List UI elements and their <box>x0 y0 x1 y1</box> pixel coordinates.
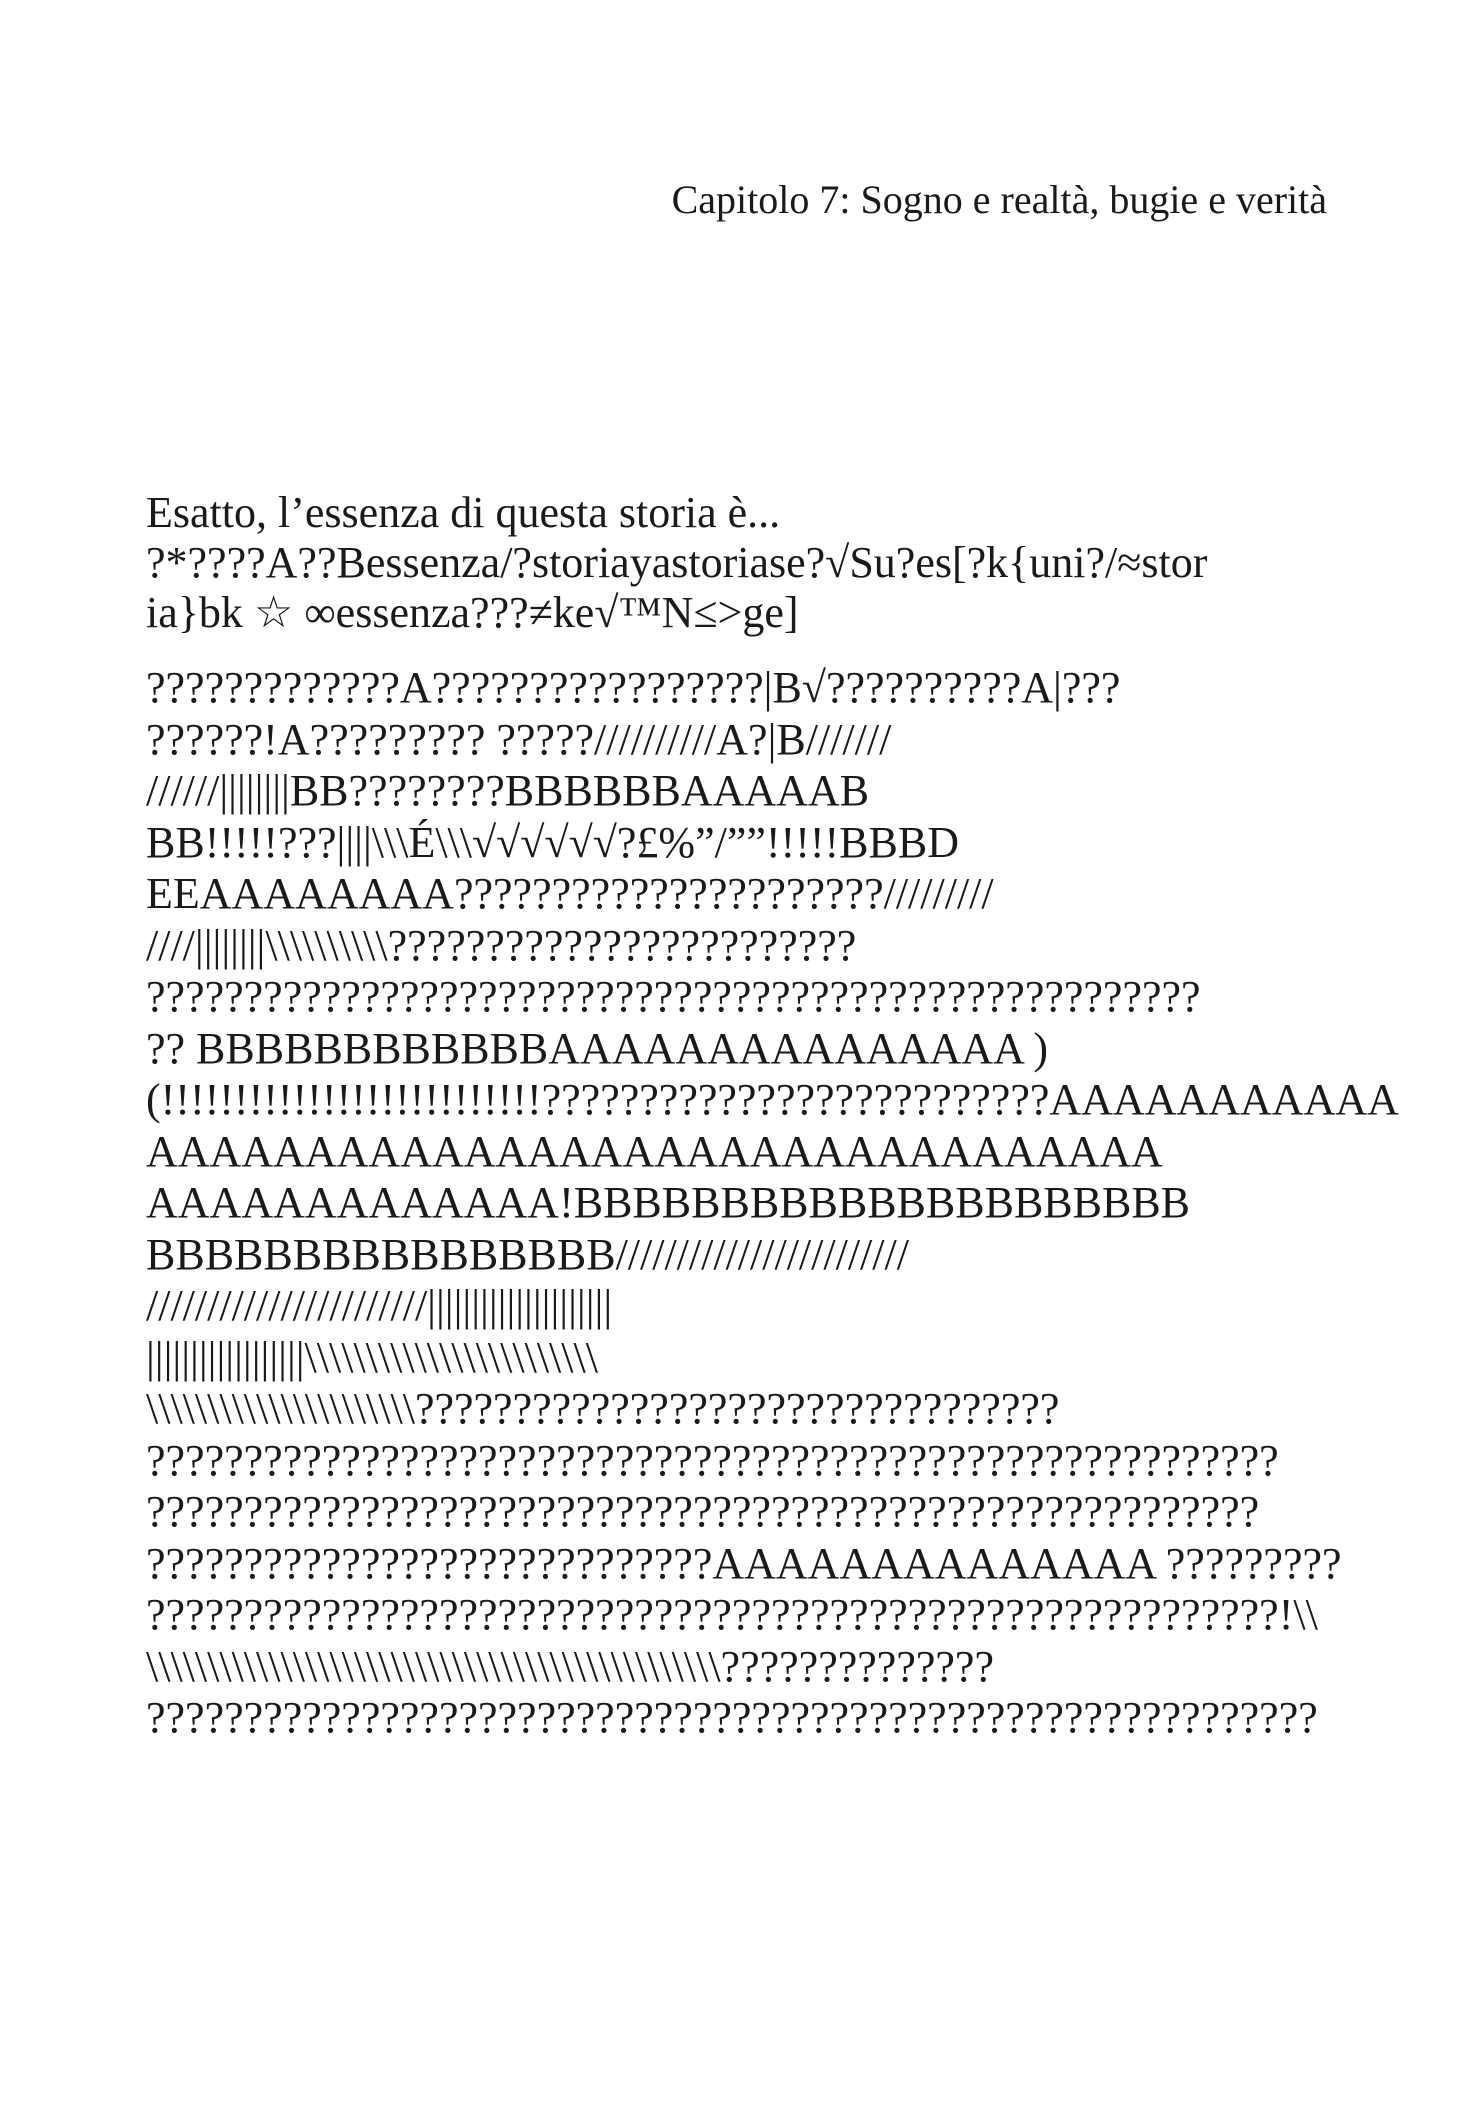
text-line: EEAAAAAAAA??????????????????????///////// <box>146 869 994 918</box>
text-line: \\\\\\\\\\\\\\\\\\\\\\????????????????????????????????? <box>146 1384 1060 1433</box>
text-line: ?????????????????????????????????????????????????????????? <box>146 1435 1279 1485</box>
text-line: ?? BBBBBBBBBBBBAAAAAAAAAAAAAAA ) <box>146 1023 1049 1073</box>
text-line: ||||||||||||||||||\\\\\\\\\\\\\\\\\\\\\\\\ <box>146 1332 598 1382</box>
text-line: AAAAAAAAAAAAAAAAAAAAAAAAAAAAAAAA <box>146 1126 1163 1176</box>
text-line: BB!!!!!???||||\\\É\\\√√√√√√?£%”/””!!!!!BBBD <box>146 817 959 867</box>
text-line: ?????????????A?????????????????|B√??????????A|??? <box>146 663 1121 712</box>
text-line: ????????????????????????????????????????????????????????? <box>146 1487 1260 1536</box>
text-line: BBBBBBBBBBBBBBBB//////////////////////// <box>146 1229 909 1279</box>
text-line: ?????????????????????????????AAAAAAAAAAAAAA ????????? <box>146 1538 1342 1588</box>
text-line: ?????????????????????????????????????????????????????? <box>146 972 1201 1021</box>
text-line: ???????????????????????????????????????????????????????????? <box>146 1693 1318 1742</box>
main-paragraph <box>146 662 1399 1744</box>
text-line: \\\\\\\\\\\\\\\\\\\\\\\\\\\\\\\\\\\\\\\\\\\\\\\?????????????? <box>146 1641 994 1691</box>
text-line: Esatto, l’essenza di questa storia è... <box>146 488 781 537</box>
text-line: AAAAAAAAAAAAA!BBBBBBBBBBBBBBBBBBBBB <box>146 1178 1191 1227</box>
text-line: ////||||||||\\\\\\\\\\???????????????????????? <box>146 920 857 970</box>
body-text <box>146 488 1399 1744</box>
text-line: (!!!!!!!!!!!!!!!!!!!!!!!!!!??????????????????????????AAAAAAAAAAA <box>146 1075 1399 1124</box>
text-line: ??????!A????????? ?????//////////A?|B/////// <box>146 714 892 764</box>
text-line: ?*????A??Bessenza/?storiayastoriase?√Su?es[?k{uni?/≈stor <box>146 538 1208 587</box>
text-line: ///////////////////////||||||||||||||||||||| <box>146 1281 613 1330</box>
text-line: //////||||||||BB????????BBBBBBAAAAAB <box>146 766 870 815</box>
text-line: ??????????????????????????????????????????????????????????!\\ <box>146 1590 1318 1639</box>
intro-paragraph <box>146 488 1336 638</box>
text-line: ia}bk ☆ ∞essenza???≠ke√™N≤>ge] <box>146 588 799 637</box>
running-header: Capitolo 7: Sogno e realtà, bugie e verità <box>671 177 1327 222</box>
